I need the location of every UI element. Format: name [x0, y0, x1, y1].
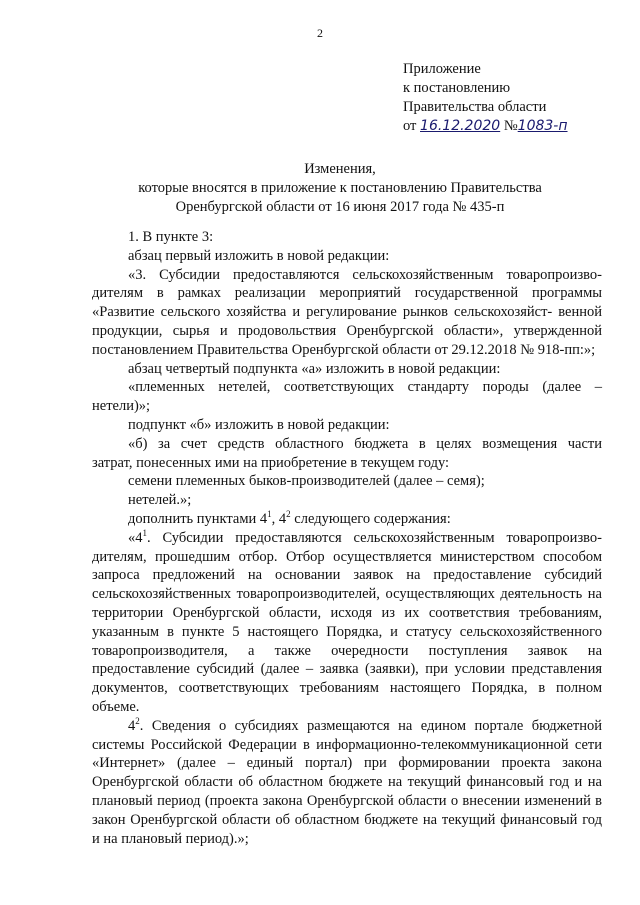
paragraph-4: абзац четвертый подпункта «а» изложить в новой редакции: — [128, 360, 501, 377]
title-line-1: Изменения, — [304, 161, 376, 177]
handwritten-number: 1083-п — [517, 118, 568, 134]
document-body — [92, 228, 602, 848]
handwritten-date: 16.12.2020 — [420, 118, 501, 134]
title-line-3: Оренбургской области от 16 июня 2017 года № 435-п — [175, 199, 505, 215]
page-number: 2 — [317, 26, 323, 40]
paragraph-12-first-line — [92, 717, 602, 736]
paragraph-10-mid: , 4 — [271, 510, 287, 527]
appendix-block — [403, 60, 623, 136]
paragraph-7-first-line: «б) за счет средств областного бюджета в целях возмещения части — [128, 435, 602, 452]
paragraph-1: 1. В пункте 3: — [128, 229, 214, 245]
paragraph-12-prefix: 4 — [128, 717, 136, 734]
paragraph-2: абзац первый изложить в новой редакции: — [128, 247, 390, 264]
paragraph-7-rest: затрат, понесенных ими на приобретение в текущем году: — [92, 454, 450, 471]
paragraph-11-first-line — [92, 529, 602, 548]
title-line-2: которые вносятся в приложение к постановлению Правительства — [138, 180, 542, 196]
paragraph-10 — [92, 510, 602, 529]
appendix-line-1: Приложение — [403, 61, 481, 77]
paragraph-12-rest: системы Российской Федерации в информационно-телекоммуникационной сети «Интернет» (далее – единый портал) при формировании проекта закона Оренбургской области об областном бюджете на текущий финансовый год и на плановый период (проекта закона Оренбургской области о внесении изменений в закон Оренбургской области об областном бюджете на текущий финансовый год и на плановый период).»; — [92, 736, 602, 847]
paragraph-12-text: . Сведения о субсидиях размещаются на едином портале бюджетной — [139, 717, 602, 734]
paragraph-11-sup: 1 — [142, 527, 147, 538]
document-title — [60, 160, 620, 217]
paragraph-10-sup-1: 1 — [267, 509, 272, 520]
paragraph-3-first-line: «3. Субсидии предоставляются сельскохозяйственным товаропроизво- — [128, 266, 602, 283]
paragraph-3-rest: дителям в рамках реализации мероприятий государственной программы «Развитие сельского хозяйства и регулирование рынков сельскохозяйст- венной продукции, сырья и продовольствия Оренбургской области», утвержденной постановлением Правительства Оренбургской области от 29.12.2018 № 918-пп:»; — [92, 285, 602, 358]
paragraph-10-suffix: следующего содержания: — [290, 510, 451, 527]
paragraph-6: подпункт «б» изложить в новой редакции: — [128, 416, 390, 433]
paragraph-5-rest: нетели)»; — [92, 398, 151, 415]
paragraph-12-sup: 2 — [135, 715, 140, 726]
paragraph-10-prefix: дополнить пунктами 4 — [128, 510, 268, 527]
appendix-line-3: Правительства области — [403, 99, 547, 115]
paragraph-5-first-line: «племенных нетелей, соответствующих стандарту породы (далее – — [128, 379, 602, 396]
appendix-line-2: к постановлению — [403, 80, 511, 96]
number-prefix: № — [503, 118, 518, 134]
paragraph-10-sup-2: 2 — [286, 509, 291, 520]
paragraph-8: семени племенных быков-производителей (далее – семя); — [128, 473, 485, 490]
paragraph-9: нетелей.»; — [128, 492, 192, 509]
paragraph-11-text: . Субсидии предоставляются сельскохозяйственным товаропроизво- — [147, 529, 602, 546]
date-prefix: от — [403, 118, 417, 134]
appendix-date-line — [403, 117, 623, 136]
paragraph-11-rest: дителям, прошедшим отбор. Отбор осуществляется министерством способом запроса предложений на основании заявок на предоставление субсидий сельскохозяйственных товаропроизводителей, осуществляющих деятельность на территории Оренбургской области, исходя из их соответствия требованиям, указанным в пункте 5 настоящего Порядка, и статусу сельскохозяйственного товаропроизводителя, а также очередности поступления заявок на предоставление субсидий (далее – заявка (заявки), при условии представления документов, соответствующих требованиям настоящего Порядка, в полном объеме. — [92, 548, 602, 715]
paragraph-11-prefix: «4 — [128, 529, 143, 546]
